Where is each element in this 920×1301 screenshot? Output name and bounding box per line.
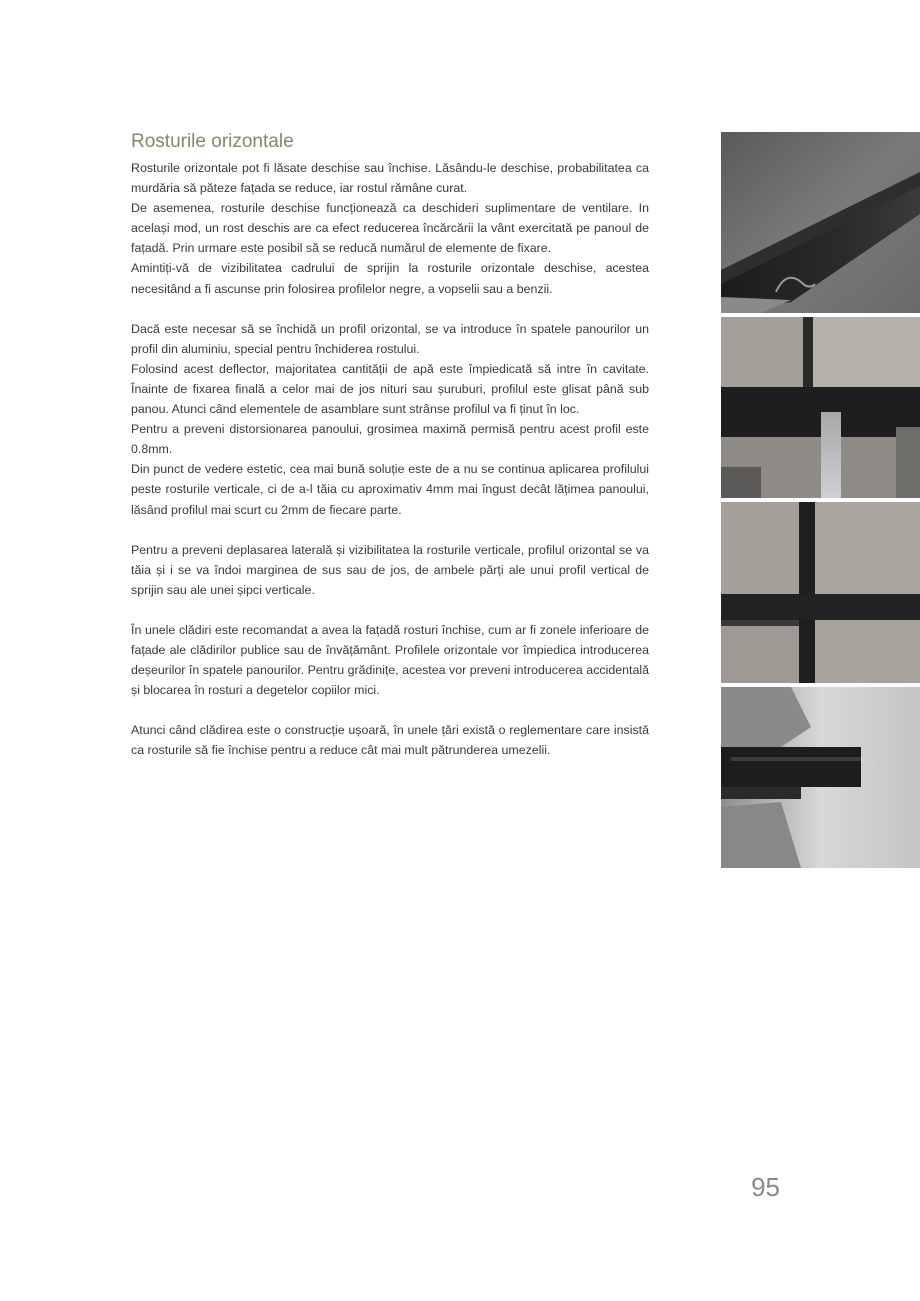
paragraph-line: Folosind acest deflector, majoritatea cantității de apă este împiedicată să intre în cavitate. Înainte de fixarea finală a celor mai de jos nituri sau șuruburi, profilul este glisat până sub panou. Atunci când elementele de asamblare sunt strânse profilul va fi ținut în loc.: [131, 361, 649, 417]
page-number: 95: [751, 1172, 780, 1202]
paragraph-line: În unele clădiri este recomandat a avea la fațadă rosturi închise, cum ar fi zonele inferioare de fațade ale clădirilor publice sau de învățământ. Profilele orizontale vor împiedica introducerea deșeurilor în spatele panourilor. Pentru grădinițe, acestea vor preveni introducerea accidentală și blocarea în rosturi a degetelor copiilor mici.: [131, 622, 649, 698]
paragraph-line: De asemenea, rosturile deschise funcționează ca deschideri suplimentare de ventilare. In același mod, un rost deschis are ca efect reducerea încărcării la vânt exercitată pe panoul de fațadă. Prin urmare este posibil să se reducă numărul de elemente de fixare.: [131, 201, 649, 256]
paragraph-public-buildings: [131, 620, 649, 700]
profile-strip-photo: [721, 132, 920, 313]
paragraph-line: Amintiți-vă de vizibilitatea cadrului de sprijin la rosturile orizontale deschise, acestea necesitând a fi ascunse prin folosirea profilelor negre, a vopselii sau a benzii.: [131, 261, 649, 296]
paragraph-line: Pentru a preveni distorsionarea panoului, grosimea maximă permisă pentru acest profil este 0.8mm.: [131, 422, 649, 457]
paragraph-lateral-displacement: [131, 540, 649, 600]
panel-joint-photo: [721, 317, 920, 498]
paragraph-line: Dacă este necesar să se închidă un profil orizontal, se va introduce în spatele panourilor un profil din aluminiu, special pentru închiderea rostului.: [131, 321, 649, 356]
cross-joint-photo: [721, 502, 920, 683]
profile-support-photo: [721, 687, 920, 868]
paragraph-closed-profile: [131, 319, 649, 520]
paragraph-open-joints: [131, 158, 649, 299]
paragraph-line: Din punct de vedere estetic, cea mai bună soluție este de a nu se continua aplicarea profilului peste rosturile verticale, ci de a-l tăia cu aproximativ 4mm mai îngust decât lățimea panoului, lăsând profilul mai scurt cu 2mm de fiecare parte.: [131, 462, 649, 517]
main-content: [131, 130, 649, 780]
paragraph-line: Atunci când clădirea este o construcție ușoară, în unele țări există o reglementare care insistă ca rosturile să fie închise pentru a reduce cât mai mult pătrunderea umezelii.: [131, 723, 649, 758]
paragraph-line: Rosturile orizontale pot fi lăsate deschise sau închise. Lăsându-le deschise, probabilitatea ca murdăria să păteze fațada se reduce, iar rostul rămâne curat.: [131, 161, 649, 196]
photo-column: [721, 132, 920, 872]
paragraph-line: Pentru a preveni deplasarea laterală și vizibilitatea la rosturile verticale, profilul orizontal se va tăia și i se va îndoi marginea de sus sau de jos, de ambele părți ale unui profil vertical de sprijin sau ale unei șipci verticale.: [131, 542, 649, 597]
page-title: Rosturile orizontale: [131, 131, 294, 152]
paragraph-light-construction: [131, 720, 649, 760]
